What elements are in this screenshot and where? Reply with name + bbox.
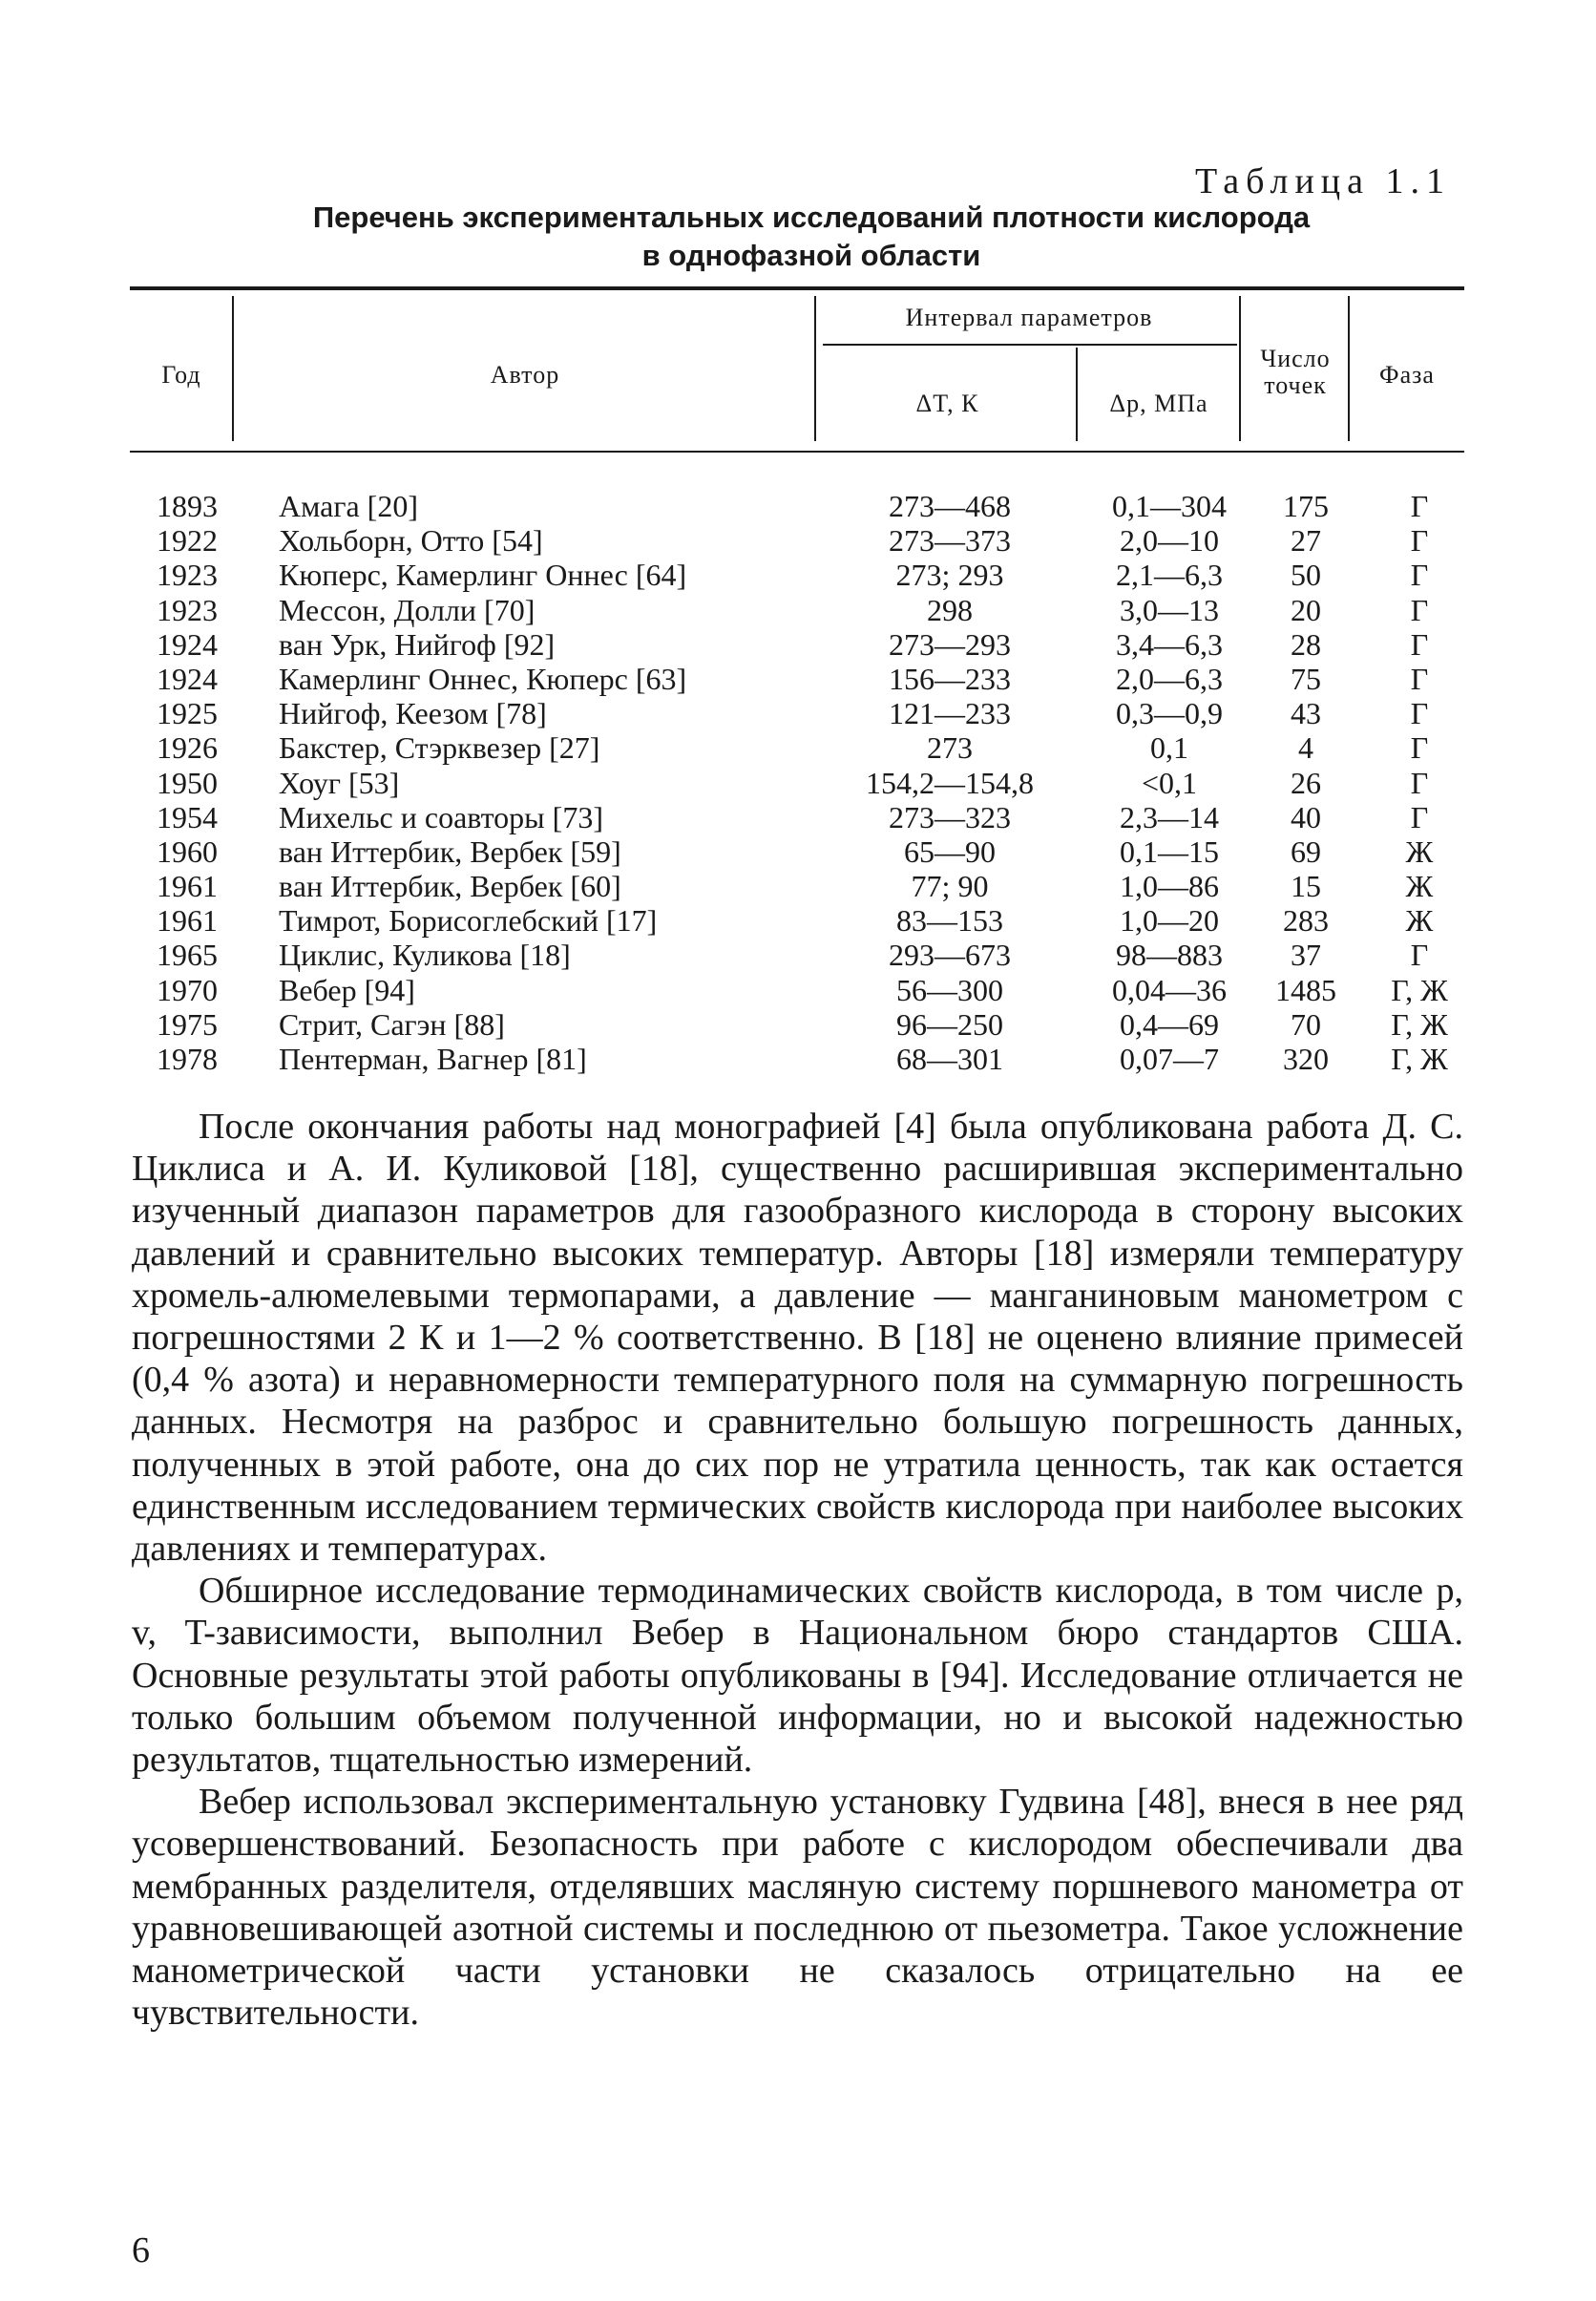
header-author: Автор xyxy=(490,361,560,389)
cell-phase: Г xyxy=(1410,558,1429,593)
cell-year: 1923 xyxy=(157,558,218,593)
cell-dt: 273 xyxy=(927,730,973,766)
cell-points: 283 xyxy=(1283,903,1329,939)
cell-dt: 96—250 xyxy=(896,1006,1003,1042)
cell-points: 26 xyxy=(1291,765,1321,800)
cell-year: 1970 xyxy=(157,972,218,1007)
cell-dp: 0,4—69 xyxy=(1120,1006,1219,1042)
table-row xyxy=(0,489,1596,523)
cell-author: Пентерман, Вагнер [81] xyxy=(279,1042,587,1076)
header-points-line-1: Число xyxy=(1260,345,1331,372)
header-points-line-2: точек xyxy=(1264,371,1327,399)
table-row xyxy=(0,1007,1596,1042)
cell-year: 1960 xyxy=(157,834,218,869)
cell-dt: 56—300 xyxy=(896,972,1003,1007)
cell-author: Тимрот, Борисоглебский [17] xyxy=(279,903,658,939)
cell-points: 27 xyxy=(1291,523,1321,559)
header-dt: ΔT, К xyxy=(915,390,979,417)
cell-phase: Г xyxy=(1410,489,1429,523)
cell-year: 1954 xyxy=(157,799,218,834)
cell-dt: 68—301 xyxy=(896,1042,1003,1076)
cell-dt: 298 xyxy=(927,592,973,627)
table-label: Таблица 1.1 xyxy=(1194,161,1451,201)
table-row xyxy=(0,662,1596,696)
cell-dp: 0,1—15 xyxy=(1120,834,1219,869)
table-row xyxy=(0,730,1596,765)
cell-dp: 2,0—6,3 xyxy=(1116,661,1223,696)
cell-dp: <0,1 xyxy=(1141,765,1198,800)
paragraph-3: Вебер использовал экспериментальную установку Гудвина [48], внеся в нее ряд усовершенствований. Безопасность при работе с кислородом обеспечивали два мембранных разделителя, отделявших масляную систему поршневого манометра от уравновешивающей азотной системы и последнюю от пьезометра. Такое усложнение манометрической части установки не сказалось отрицательно на ее чувствительности. xyxy=(132,1782,1463,2034)
cell-points: 20 xyxy=(1291,592,1321,627)
cell-year: 1893 xyxy=(157,489,218,523)
cell-author: ван Иттербик, Вербек [59] xyxy=(279,834,621,869)
cell-author: Кюперс, Камерлинг Оннес [64] xyxy=(279,558,687,593)
cell-dt: 83—153 xyxy=(896,903,1003,939)
cell-author: Стрит, Сагэн [88] xyxy=(279,1006,505,1042)
cell-points: 15 xyxy=(1291,869,1321,904)
cell-year: 1975 xyxy=(157,1006,218,1042)
cell-dp: 0,04—36 xyxy=(1112,972,1227,1007)
table-title xyxy=(239,199,1384,275)
cell-points: 40 xyxy=(1291,799,1321,834)
table-row xyxy=(0,903,1596,938)
table-row xyxy=(0,558,1596,592)
cell-dp: 1,0—86 xyxy=(1120,869,1219,904)
cell-phase: Г xyxy=(1410,799,1429,834)
cell-author: Хольборн, Отто [54] xyxy=(279,523,543,559)
paragraph-1: После окончания работы над монографией [4] была опубликована работа Д. С. Циклиса и А. И. Куликовой [18], существенно расширившая экспериментально изученный диапазон параметров для газообразного кислорода в сторону высоких давлений и сравнительно высоких температур. Авторы [18] измеряли температуру хромель-алюмелевыми термопарами, а давление — манганиновым манометром с погрешностями 2 К и 1—2 % соответственно. В [18] не оценено влияние примесей (0,4 % азота) и неравномерности температурного поля на суммарную погрешность данных. Несмотря на разброс и сравнительно большую погрешность данных, полученных в этой работе, она до сих пор не утратила ценность, так как остается единственным исследованием термических свойств кислорода при наиболее высоких давлениях и температурах. xyxy=(132,1107,1463,1570)
cell-author: Хоуг [53] xyxy=(279,765,400,800)
cell-points: 70 xyxy=(1291,1006,1321,1042)
cell-points: 43 xyxy=(1291,696,1321,731)
table-row xyxy=(0,834,1596,869)
cell-year: 1961 xyxy=(157,903,218,939)
cell-author: Нийгоф, Кеезом [78] xyxy=(279,696,547,731)
cell-phase: Ж xyxy=(1405,903,1434,939)
cell-phase: Г xyxy=(1410,626,1429,662)
table-row xyxy=(0,696,1596,730)
cell-dt: 121—233 xyxy=(889,696,1011,731)
table-row xyxy=(0,973,1596,1007)
table-row xyxy=(0,1042,1596,1076)
cell-author: Бакстер, Стэрквезер [27] xyxy=(279,730,600,766)
cell-dp: 0,3—0,9 xyxy=(1116,696,1223,731)
cell-phase: Г xyxy=(1410,765,1429,800)
cell-phase: Г, Ж xyxy=(1391,1006,1448,1042)
cell-year: 1923 xyxy=(157,592,218,627)
table-title-line-1: Перечень экспериментальных исследований плотности кислорода xyxy=(312,201,1311,234)
cell-author: Михельс и соавторы [73] xyxy=(279,799,603,834)
cell-points: 50 xyxy=(1291,558,1321,593)
table-row xyxy=(0,593,1596,627)
header-points xyxy=(1243,346,1348,399)
cell-author: Камерлинг Оннес, Кюперс [63] xyxy=(279,661,687,696)
cell-phase: Г xyxy=(1410,730,1429,766)
interval-header-rule xyxy=(823,344,1237,346)
cell-year: 1961 xyxy=(157,869,218,904)
cell-author: ван Иттербик, Вербек [60] xyxy=(279,869,621,904)
cell-dt: 154,2—154,8 xyxy=(866,765,1034,800)
cell-phase: Ж xyxy=(1405,869,1434,904)
cell-dp: 2,3—14 xyxy=(1120,799,1219,834)
table-row xyxy=(0,766,1596,800)
cell-year: 1922 xyxy=(157,523,218,559)
cell-dt: 273—468 xyxy=(889,489,1011,523)
cell-dt: 293—673 xyxy=(889,938,1011,973)
cell-dt: 273—293 xyxy=(889,626,1011,662)
cell-points: 28 xyxy=(1291,626,1321,662)
cell-points: 175 xyxy=(1283,489,1329,523)
paragraph-2: Обширное исследование термодинамических свойств кислорода, в том числе p, v, T-зависимости, выполнил Вебер в Национальном бюро стандартов США. Основные результаты этой работы опубликованы в [94]. Исследование отличается не только большим объемом полученной информации, но и высокой надежностью результатов, тщательностью измерений. xyxy=(132,1571,1463,1781)
table-row xyxy=(0,869,1596,903)
cell-author: ван Урк, Нийгоф [92] xyxy=(279,626,556,662)
cell-year: 1924 xyxy=(157,661,218,696)
cell-dt: 77; 90 xyxy=(911,869,989,904)
cell-points: 75 xyxy=(1291,661,1321,696)
cell-dp: 1,0—20 xyxy=(1120,903,1219,939)
cell-phase: Г xyxy=(1410,938,1429,973)
cell-dp: 0,1 xyxy=(1150,730,1188,766)
cell-dp: 3,4—6,3 xyxy=(1116,626,1223,662)
cell-dp: 0,1—304 xyxy=(1112,489,1227,523)
table-row xyxy=(0,938,1596,972)
cell-dt: 273—373 xyxy=(889,523,1011,559)
cell-year: 1978 xyxy=(157,1042,218,1076)
divider-year-author xyxy=(232,296,234,441)
table-header-bottom-rule xyxy=(130,451,1464,453)
table-body xyxy=(0,489,1596,1076)
cell-phase: Г xyxy=(1410,592,1429,627)
table-row xyxy=(0,627,1596,662)
divider-interval-points xyxy=(1239,296,1241,441)
cell-phase: Г xyxy=(1410,523,1429,559)
divider-dt-dp xyxy=(1076,348,1078,441)
cell-year: 1950 xyxy=(157,765,218,800)
page-number: 6 xyxy=(132,2230,150,2270)
cell-phase: Ж xyxy=(1405,834,1434,869)
header-interval: Интервал параметров xyxy=(905,304,1153,331)
cell-phase: Г xyxy=(1410,661,1429,696)
cell-points: 320 xyxy=(1283,1042,1329,1076)
cell-phase: Г xyxy=(1410,696,1429,731)
cell-points: 4 xyxy=(1298,730,1313,766)
cell-dt: 273—323 xyxy=(889,799,1011,834)
cell-year: 1926 xyxy=(157,730,218,766)
cell-dp: 98—883 xyxy=(1116,938,1223,973)
cell-author: Амага [20] xyxy=(279,489,418,523)
table-top-rule xyxy=(130,286,1464,290)
cell-dt: 65—90 xyxy=(904,834,996,869)
cell-points: 1485 xyxy=(1275,972,1336,1007)
cell-phase: Г, Ж xyxy=(1391,1042,1448,1076)
cell-year: 1925 xyxy=(157,696,218,731)
header-dp: Δp, МПа xyxy=(1109,390,1208,417)
cell-dp: 2,0—10 xyxy=(1120,523,1219,559)
cell-points: 69 xyxy=(1291,834,1321,869)
cell-dt: 156—233 xyxy=(889,661,1011,696)
cell-author: Мессон, Долли [70] xyxy=(279,592,536,627)
cell-dt: 273; 293 xyxy=(895,558,1004,593)
header-year: Год xyxy=(161,361,201,389)
header-phase: Фаза xyxy=(1379,361,1435,389)
table-title-line-2: в однофазной области xyxy=(641,239,981,272)
divider-author-interval xyxy=(814,296,816,441)
cell-year: 1924 xyxy=(157,626,218,662)
body-text xyxy=(132,1106,1463,2034)
cell-author: Циклис, Куликова [18] xyxy=(279,938,571,973)
cell-dp: 0,07—7 xyxy=(1120,1042,1219,1076)
table-row xyxy=(0,800,1596,834)
cell-points: 37 xyxy=(1291,938,1321,973)
cell-author: Вебер [94] xyxy=(279,972,415,1007)
cell-year: 1965 xyxy=(157,938,218,973)
cell-phase: Г, Ж xyxy=(1391,972,1448,1007)
cell-dp: 3,0—13 xyxy=(1120,592,1219,627)
cell-dp: 2,1—6,3 xyxy=(1116,558,1223,593)
table-row xyxy=(0,523,1596,558)
